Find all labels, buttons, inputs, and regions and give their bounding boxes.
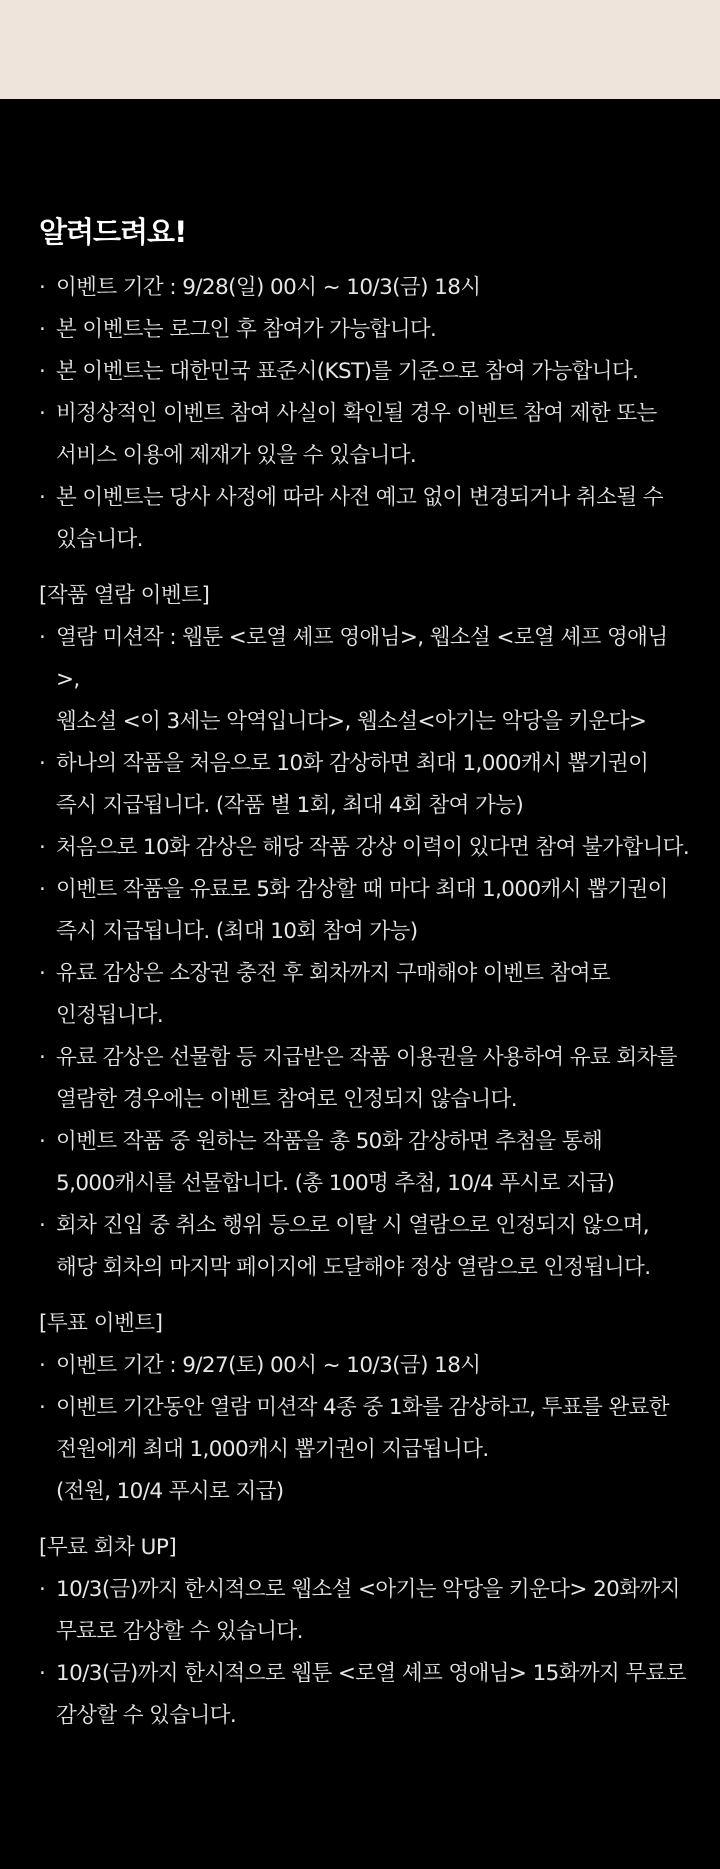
reading-event-list <box>39 617 690 1289</box>
list-item: · 10/3(금)까지 한시적으로 웹툰 <로열 셰프 영애님> 15화까지 무료로 감상할 수 있습니다. <box>39 1653 690 1737</box>
notice-section <box>0 99 720 1869</box>
list-item: · 비정상적인 이벤트 참여 사실이 확인될 경우 이벤트 참여 제한 또는 서비스 이용에 제재가 있을 수 있습니다. <box>39 393 690 477</box>
list-item: · 이벤트 기간 : 9/27(토) 00시 ~ 10/3(금) 18시 <box>39 1345 690 1387</box>
list-item: · 회차 진입 중 취소 행위 등으로 이탈 시 열람으로 인정되지 않으며, 해당 회차의 마지막 페이지에 도달해야 정상 열람으로 인정됩니다. <box>39 1205 690 1289</box>
general-notice-list <box>39 267 690 561</box>
list-item: · 유료 감상은 소장권 충전 후 회차까지 구매해야 이벤트 참여로 인정됩니다. <box>39 953 690 1037</box>
list-item: · 이벤트 기간동안 열람 미션작 4종 중 1화를 감상하고, 투표를 완료한 전원에게 최대 1,000캐시 뽑기권이 지급됩니다. (전원, 10/4 푸시로 지급) <box>39 1387 690 1513</box>
free-episode-list <box>39 1569 690 1737</box>
vote-event-list <box>39 1345 690 1513</box>
notice-title: 알려드려요! <box>39 215 187 249</box>
free-episode-heading: [무료 회차 UP] <box>39 1535 177 1560</box>
list-item: · 유료 감상은 선물함 등 지급받은 작품 이용권을 사용하여 유료 회차를 열람한 경우에는 이벤트 참여로 인정되지 않습니다. <box>39 1037 690 1121</box>
top-banner-area <box>0 0 720 99</box>
list-item: · 열람 미션작 : 웹툰 <로열 셰프 영애님>, 웹소설 <로열 셰프 영애님>, 웹소설 <이 3세는 악역입니다>, 웹소설<아기는 악당을 키운다> <box>39 617 690 743</box>
list-item: · 본 이벤트는 당사 사정에 따라 사전 예고 없이 변경되거나 취소될 수 있습니다. <box>39 477 690 561</box>
list-item: · 본 이벤트는 로그인 후 참여가 가능합니다. <box>39 309 690 351</box>
list-item: · 이벤트 기간 : 9/28(일) 00시 ~ 10/3(금) 18시 <box>39 267 690 309</box>
list-item: · 처음으로 10화 감상은 해당 작품 강상 이력이 있다면 참여 불가합니다. <box>39 827 690 869</box>
vote-event-heading: [투표 이벤트] <box>39 1311 163 1336</box>
reading-event-heading: [작품 열람 이벤트] <box>39 583 210 608</box>
list-item: · 10/3(금)까지 한시적으로 웹소설 <아기는 악당을 키운다> 20화까지 무료로 감상할 수 있습니다. <box>39 1569 690 1653</box>
list-item: · 하나의 작품을 처음으로 10화 감상하면 최대 1,000캐시 뽑기권이 즉시 지급됩니다. (작품 별 1회, 최대 4회 참여 가능) <box>39 743 690 827</box>
list-item: · 이벤트 작품 중 원하는 작품을 총 50화 감상하면 추첨을 통해 5,000캐시를 선물합니다. (총 100명 추첨, 10/4 푸시로 지급) <box>39 1121 690 1205</box>
list-item: · 이벤트 작품을 유료로 5화 감상할 때 마다 최대 1,000캐시 뽑기권이 즉시 지급됩니다. (최대 10회 참여 가능) <box>39 869 690 953</box>
list-item: · 본 이벤트는 대한민국 표준시(KST)를 기준으로 참여 가능합니다. <box>39 351 690 393</box>
